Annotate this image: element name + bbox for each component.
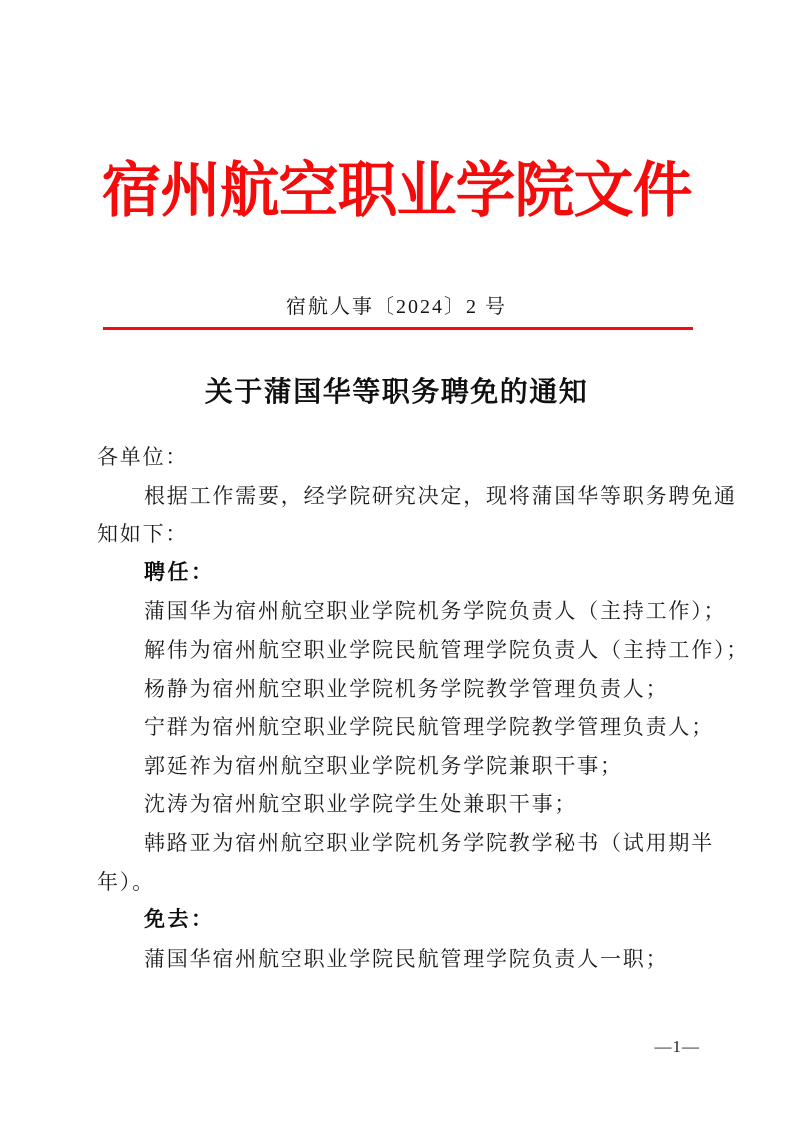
- document-number: 宿航人事〔2024〕2 号: [286, 296, 507, 318]
- section-heading-line: 聘任：: [144, 560, 215, 584]
- body-line: 杨静为宿州航空职业学院机务学院教学管理负责人；: [144, 676, 669, 701]
- body-line: 根据工作需要，经学院研究决定，现将蒲国华等职务聘免通: [144, 483, 737, 508]
- letterhead-org-title: 宿州航空职业学院文件: [101, 158, 692, 224]
- notice-title: 关于蒲国华等职务聘免的通知: [204, 377, 589, 408]
- body-line: 宁群为宿州航空职业学院民航管理学院教学管理负责人；: [144, 715, 714, 740]
- body-line: 年）。: [97, 869, 155, 894]
- body-line: 郭延祚为宿州航空职业学院机务学院兼职干事；: [144, 753, 623, 778]
- body-line: 各单位：: [97, 445, 189, 469]
- page-number: —1—: [654, 1037, 700, 1056]
- body-line: 沈涛为宿州航空职业学院学生处兼职干事；: [144, 792, 578, 817]
- body-line: 知如下：: [97, 522, 189, 547]
- notice-body: [97, 438, 750, 978]
- body-line: 蒲国华宿州航空职业学院民航管理学院负责人一职；: [144, 946, 669, 971]
- red-divider-line: [103, 327, 693, 330]
- body-line: 韩路亚为宿州航空职业学院机务学院教学秘书（试用期半: [144, 830, 714, 855]
- body-line: 解伟为宿州航空职业学院民航管理学院负责人（主持工作）；: [144, 637, 750, 662]
- section-heading-line: 免去：: [144, 908, 215, 932]
- body-line: 蒲国华为宿州航空职业学院机务学院负责人（主持工作）；: [144, 599, 727, 624]
